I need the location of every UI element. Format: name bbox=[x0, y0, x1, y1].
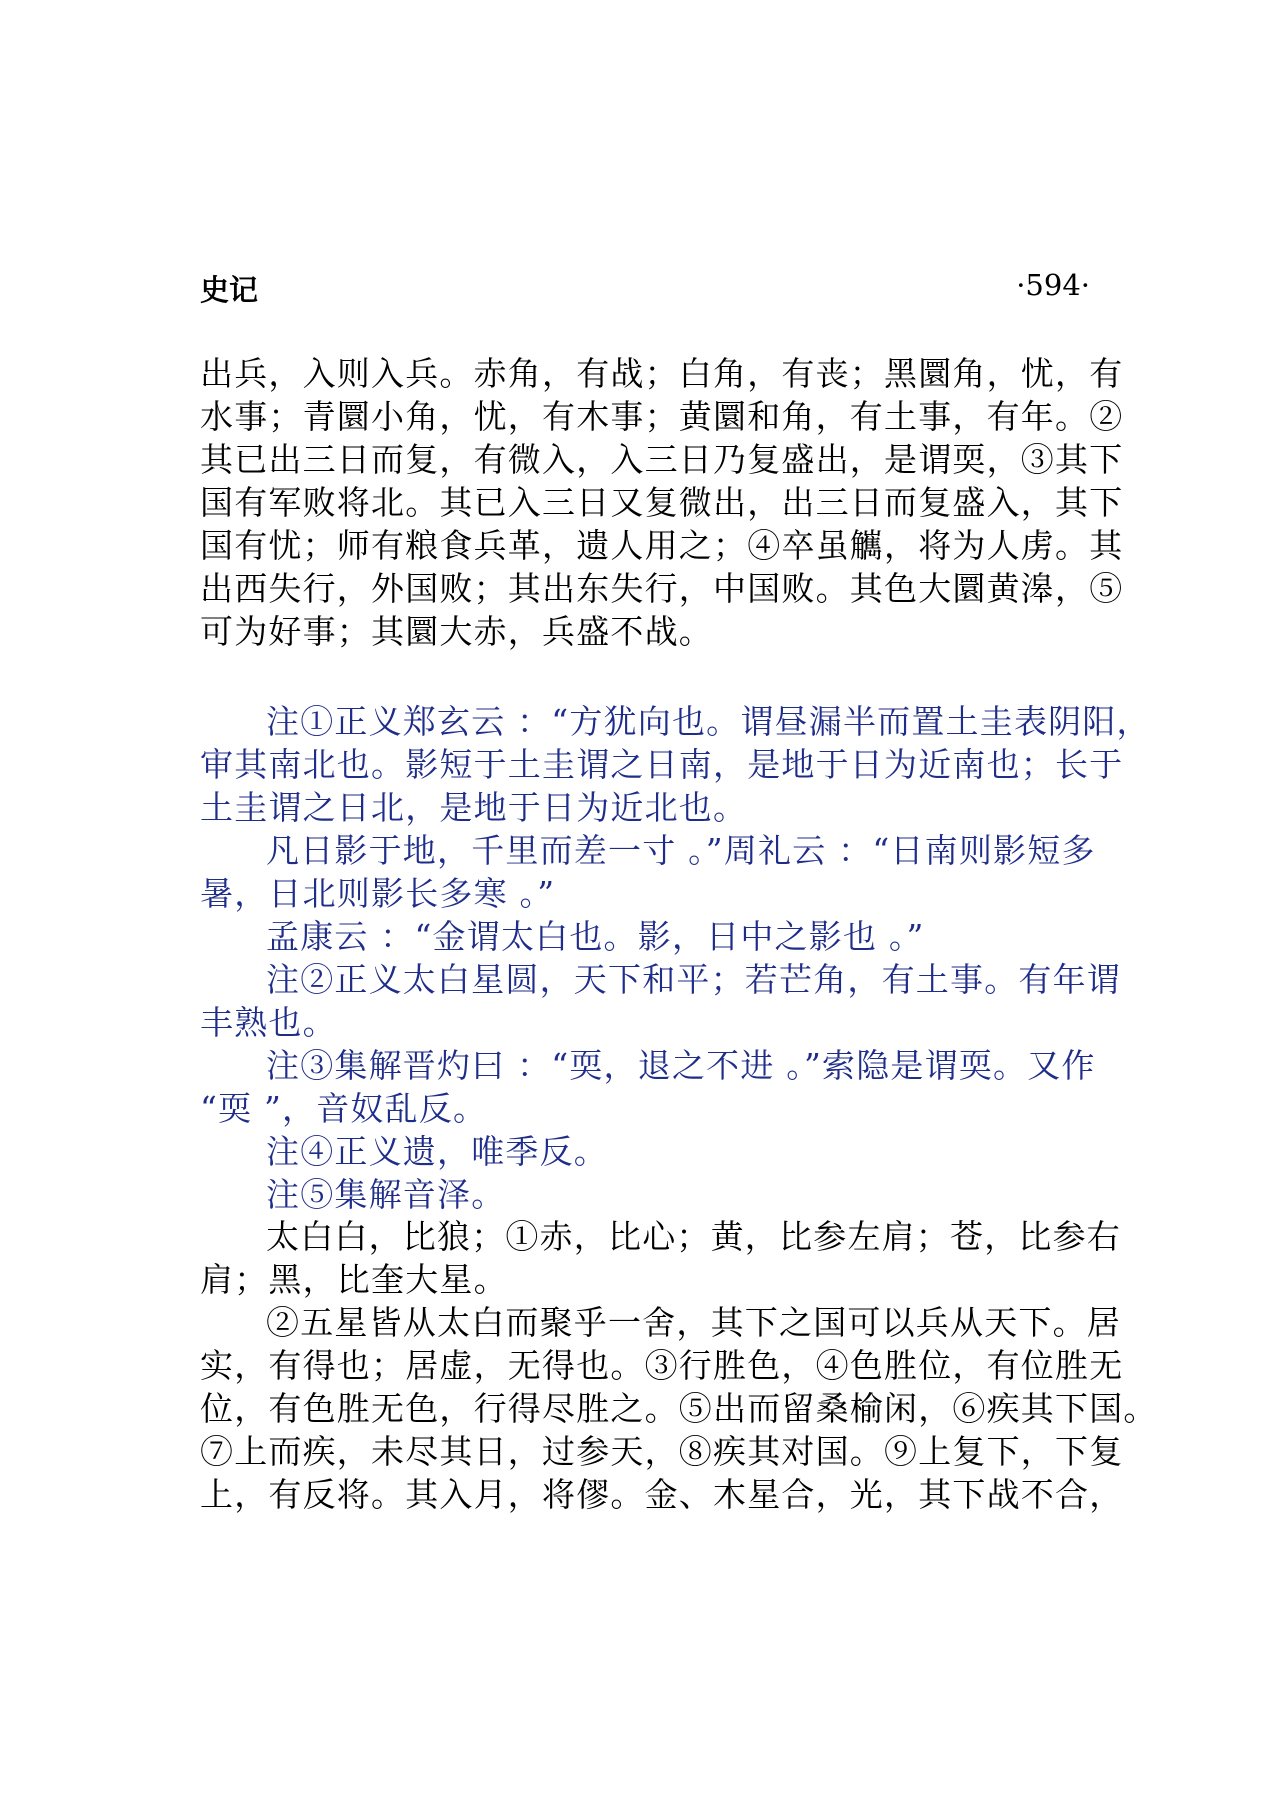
note-line: “耎 ”，音奴乱反。 bbox=[200, 1089, 488, 1128]
note-line: 孟康云 ：“金谓太白也。影，日中之影也 。” bbox=[266, 917, 925, 956]
note-line: 注④正义遗，唯季反。 bbox=[266, 1132, 608, 1171]
text-line: 其已出三日而复，有微入，入三日乃复盛出，是谓耎，③其下 bbox=[200, 440, 1124, 479]
text-line: 可为好事；其圜大赤，兵盛不战。 bbox=[200, 612, 713, 651]
continued-text-block bbox=[200, 1215, 1158, 1516]
note-line: 暑，日北则影长多寒 。” bbox=[200, 874, 556, 913]
text-line: ②五星皆从太白而聚乎一舍，其下之国可以兵从天下。居 bbox=[266, 1303, 1121, 1342]
note-line: 注②正义太白星圆，天下和平；若芒角，有土事。有年谓 bbox=[266, 960, 1121, 999]
text-line: 出西失行，外国败；其出东失行，中国败。其色大圜黄滜，⑤ bbox=[200, 569, 1124, 608]
text-line: 出兵，入则入兵。赤角，有战；白角，有丧；黑圜角，忧，有 bbox=[200, 354, 1124, 393]
text-line: 国有军败将北。其已入三日又复微出，出三日而复盛入，其下 bbox=[200, 483, 1124, 522]
text-line: 实，有得也；居虚，无得也。③行胜色，④色胜位，有位胜无 bbox=[200, 1346, 1124, 1385]
note-line: 土圭谓之日北，是地于日为近北也。 bbox=[200, 788, 748, 827]
text-line: 位，有色胜无色，行得尽胜之。⑤出而留桑榆闲，⑥疾其下国。 bbox=[200, 1389, 1158, 1428]
text-line: 水事；青圜小角，忧，有木事；黄圜和角，有土事，有年。② bbox=[200, 397, 1124, 436]
text-line: 肩；黑，比奎大星。 bbox=[200, 1260, 508, 1299]
note-line: 凡日影于地，千里而差一寸 。”周礼云 ：“日南则影短多 bbox=[266, 831, 1096, 870]
note-line: 注①正义郑玄云 ：“方犹向也。谓昼漏半而置土圭表阴阳， bbox=[266, 702, 1151, 741]
note-line: 注③集解晋灼曰 ：“耎，退之不进 。”索隐是谓耎。又作 bbox=[266, 1046, 1096, 1085]
annotation-notes-block bbox=[200, 700, 1151, 1216]
book-title: 史记 bbox=[200, 273, 259, 307]
page-number: ·594· bbox=[1016, 268, 1090, 302]
page-header bbox=[200, 268, 1090, 308]
note-line: 注⑤集解音泽。 bbox=[266, 1175, 506, 1214]
note-line: 审其南北也。影短于土圭谓之日南，是地于日为近南也；长于 bbox=[200, 745, 1124, 784]
text-line: 国有忧；师有粮食兵革，遗人用之；④卒虽觽，将为人虏。其 bbox=[200, 526, 1124, 565]
main-text-block bbox=[200, 352, 1124, 653]
text-line: 上，有反将。其入月，将僇。金、木星合，光，其下战不合， bbox=[200, 1475, 1124, 1514]
text-line: 太白白，比狼；①赤，比心；黄，比参左肩；苍，比参右 bbox=[266, 1217, 1121, 1256]
note-line: 丰熟也。 bbox=[200, 1003, 337, 1042]
text-line: ⑦上而疾，未尽其日，过参天，⑧疾其对国。⑨上复下，下复 bbox=[200, 1432, 1124, 1471]
